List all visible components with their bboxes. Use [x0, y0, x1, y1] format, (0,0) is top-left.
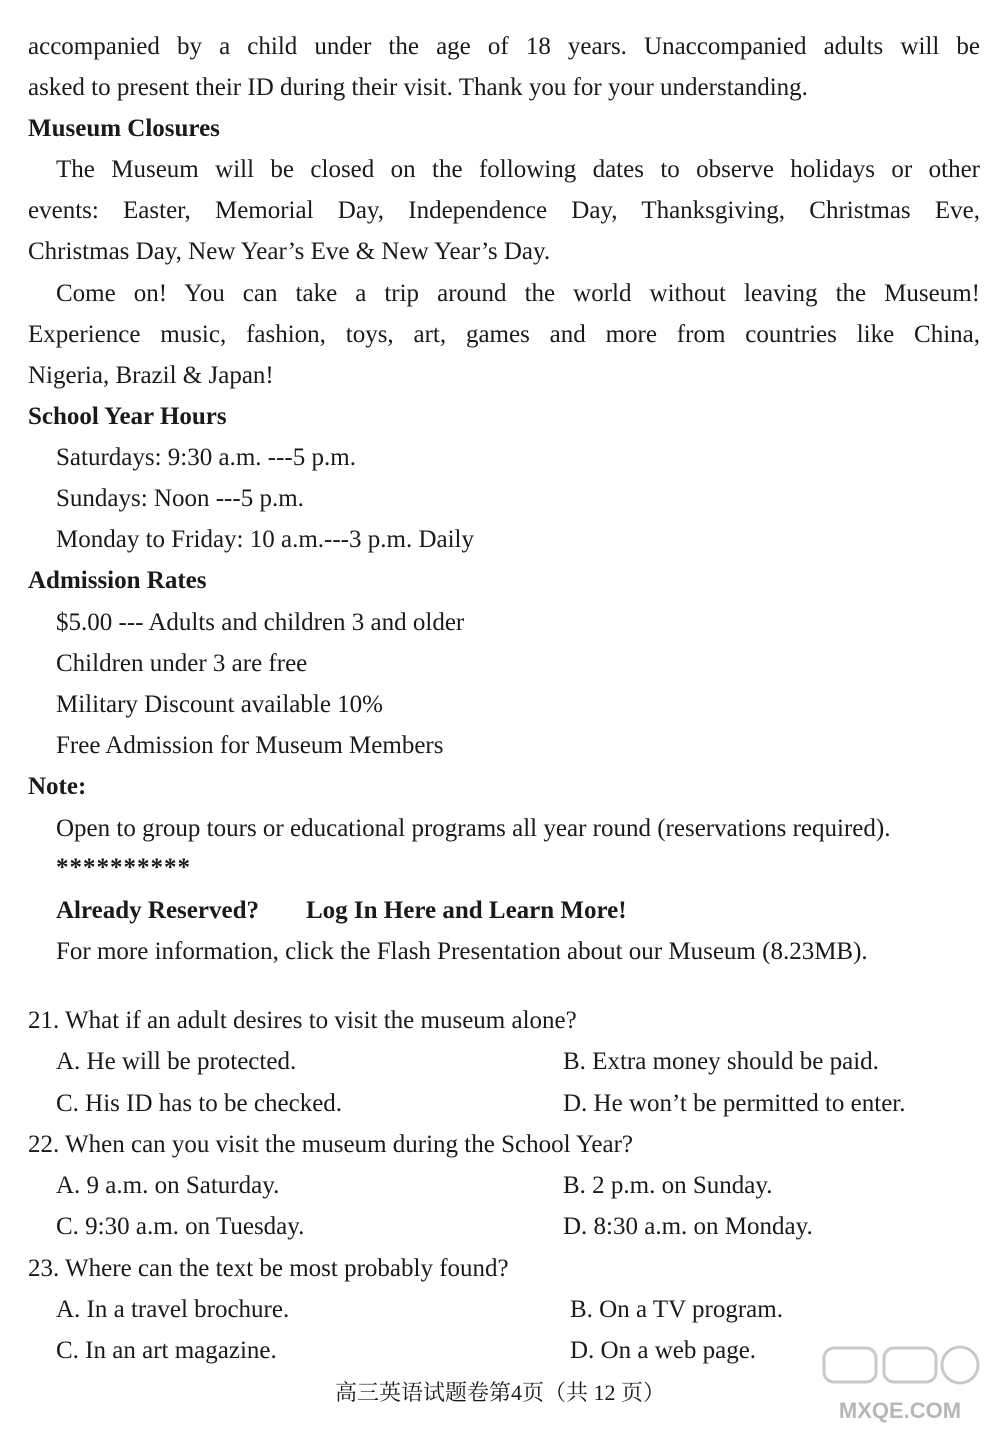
note-heading: Note:: [28, 773, 87, 800]
intro-line-2: asked to present their ID during their visit. Thank you for your understanding.: [28, 74, 808, 101]
hours-saturdays: Saturdays: 9:30 a.m. ---5 p.m.: [56, 444, 356, 471]
closures-p1-line-3: Christmas Day, New Year’s Eve & New Year’s Day.: [28, 238, 551, 265]
note-stars: **********: [56, 854, 191, 881]
closures-heading: Museum Closures: [28, 115, 220, 142]
note-text: Open to group tours or educational programs all year round (reservations required).: [56, 815, 891, 842]
watermark-logo: [810, 1340, 990, 1428]
closures-p1-line-1: The Museum will be closed on the following dates to observe holidays or other: [56, 156, 980, 183]
question-23-option-a: A. In a travel brochure.: [56, 1296, 290, 1323]
closures-p2-line-1: Come on! You can take a trip around the world without leaving the Museum!: [56, 280, 980, 307]
question-21-option-c: C. His ID has to be checked.: [56, 1090, 343, 1117]
admission-military: Military Discount available 10%: [56, 691, 384, 718]
hours-weekdays: Monday to Friday: 10 a.m.---3 p.m. Daily: [56, 526, 474, 553]
hours-sundays: Sundays: Noon ---5 p.m.: [56, 485, 304, 512]
question-21-stem: 21. What if an adult desires to visit the museum alone?: [28, 1007, 577, 1034]
login-link[interactable]: Log In Here and Learn More!: [306, 897, 627, 924]
question-22-option-d: D. 8:30 a.m. on Monday.: [563, 1213, 813, 1240]
closures-p2-line-2: Experience music, fashion, toys, art, games and more from countries like China,: [28, 321, 980, 348]
question-22-option-a: A. 9 a.m. on Saturday.: [56, 1172, 280, 1199]
admission-adults: $5.00 --- Adults and children 3 and older: [56, 609, 465, 636]
intro-line-1: accompanied by a child under the age of 18 years. Unaccompanied adults will be: [28, 33, 980, 60]
page-footer: 高三英语试题卷第4页（共 12 页）: [334, 1380, 665, 1405]
question-22-option-b: B. 2 p.m. on Sunday.: [563, 1172, 773, 1199]
question-23-option-d: D. On a web page.: [570, 1337, 757, 1364]
closures-p1-line-2: events: Easter, Memorial Day, Independence Day, Thanksgiving, Christmas Eve,: [28, 197, 980, 224]
question-21-option-a: A. He will be protected.: [56, 1048, 297, 1075]
admission-members: Free Admission for Museum Members: [56, 732, 444, 759]
question-23-option-b: B. On a TV program.: [570, 1296, 783, 1323]
hours-heading: School Year Hours: [28, 403, 227, 430]
question-23-stem: 23. Where can the text be most probably found?: [28, 1255, 509, 1282]
already-reserved-label: Already Reserved?: [56, 897, 259, 924]
admission-children: Children under 3 are free: [56, 650, 308, 677]
watermark-text: MXQE.COM: [838, 1398, 962, 1423]
admission-heading: Admission Rates: [28, 567, 207, 594]
question-22-option-c: C. 9:30 a.m. on Tuesday.: [56, 1213, 305, 1240]
question-22-stem: 22. When can you visit the museum during the School Year?: [28, 1131, 634, 1158]
question-21-option-b: B. Extra money should be paid.: [563, 1048, 879, 1075]
question-23-option-c: C. In an art magazine.: [56, 1337, 277, 1364]
more-info-text: For more information, click the Flash Presentation about our Museum (8.23MB).: [56, 938, 868, 965]
closures-p2-line-3: Nigeria, Brazil & Japan!: [28, 362, 274, 389]
question-21-option-d: D. He won’t be permitted to enter.: [563, 1090, 906, 1117]
